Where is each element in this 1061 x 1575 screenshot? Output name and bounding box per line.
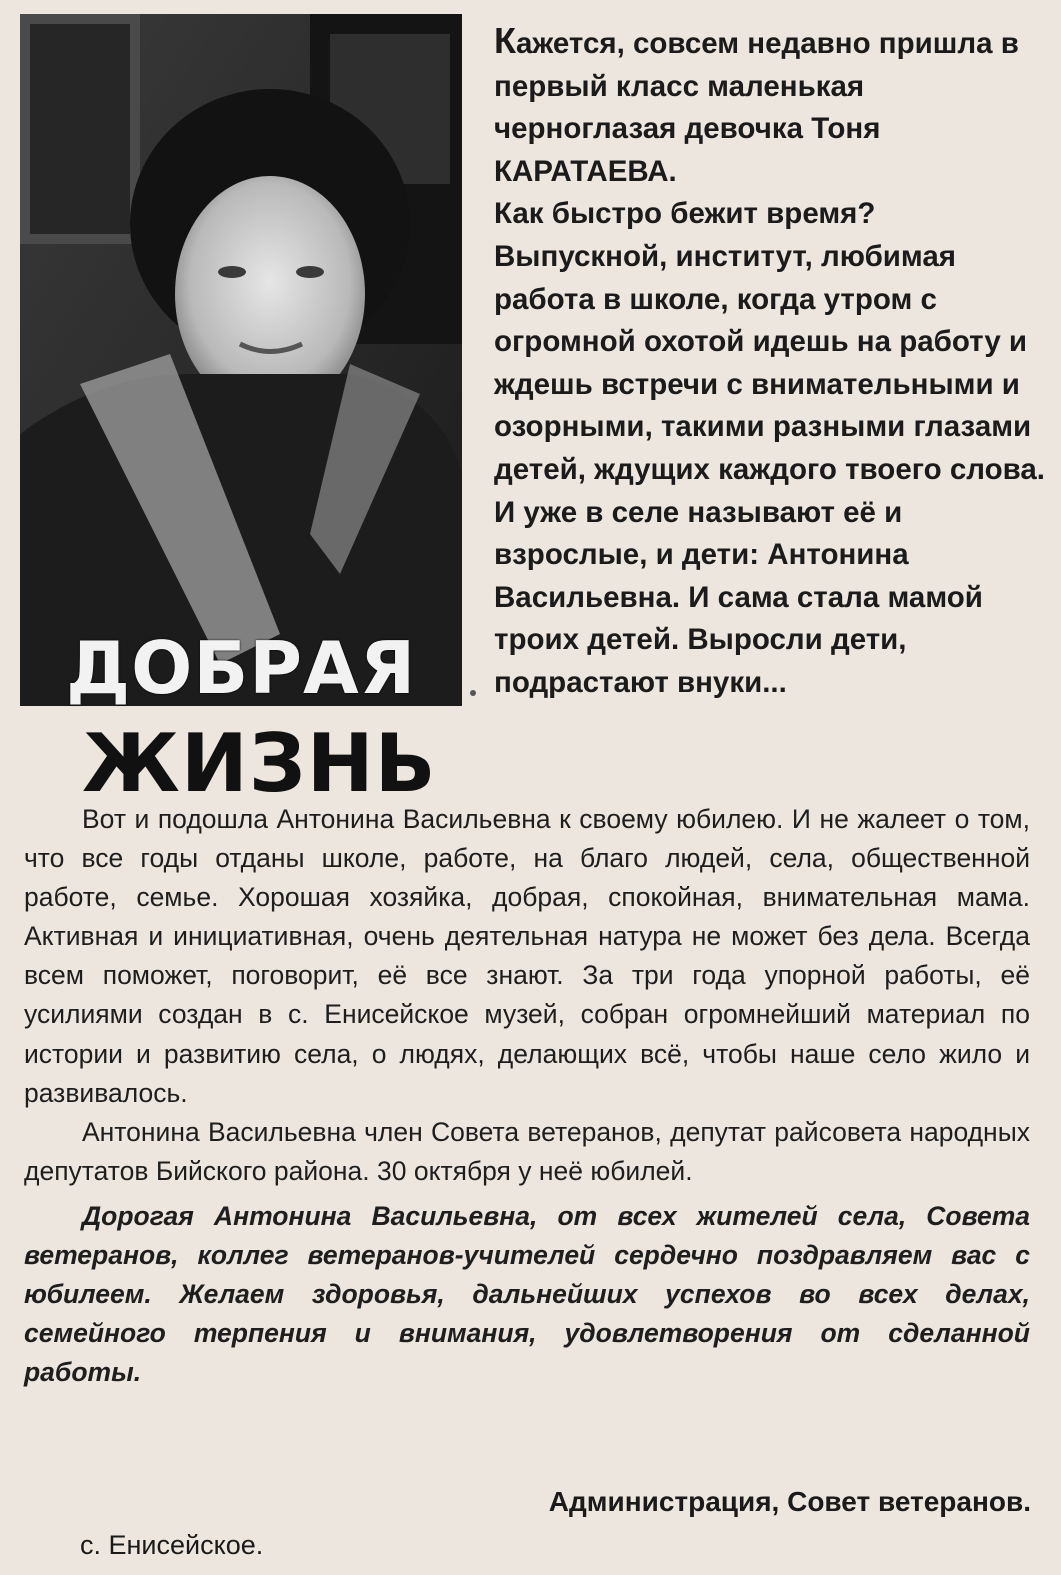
body-paragraph-2: Антонина Васильевна член Совета ветеранов, депутат райсовета народных депутатов Бийского района. 30 октября у неё юбилей. [24,1116,1030,1186]
greeting-paragraph: Дорогая Антонина Васильевна, от всех жителей села, Совета ветеранов, коллег ветеранов-учителей сердечно поздравляем вас с юбилеем. Желаем здоровья, дальнейших успехов во всех делах, семейного терпения и внимания, удовлетворения от сделанной работы. [24,1200,1030,1388]
lead-paragraph-2: Как быстро бежит время? Выпускной, институт, любимая работа в школе, когда утром с огромной охотой идешь на работу и ждешь встречи с внимательными и озорными, такими разными глазами детей, ждущих каждого твоего слова. [494,197,1045,486]
portrait-photo [20,14,462,710]
place-name: с. Енисейское. [80,1530,264,1560]
lead-paragraph-1: Кажется, совсем недавно пришла в первый класс маленькая черноглазая девочка Тоня КАРАТАЕВА. [494,20,1019,188]
headline-line-1: ДОБРАЯ [66,626,417,710]
drop-cap: К [494,20,516,61]
article-body [24,800,1030,1392]
headline-line-2: ЖИЗНЬ [82,717,437,810]
body-paragraph-1: Вот и подошла Антонина Васильевна к своему юбилею. И не жалеет о том, что все годы отданы школе, работе, на благо людей, села, общественной работе, семье. Хорошая хозяйка, добрая, спокойная, внимательная мама. Активная и инициативная, очень деятельная натура не может без дела. Всегда всем поможет, поговорит, её все знают. За три года упорной работы, её усилиями создан в с. Енисейское музей, собран огромнейший материал по истории и развитию села, о людях, делающих всё, чтобы наше село жило и развивалось. [24,804,1030,1108]
lead-paragraph [494,20,1046,705]
lead-paragraph-3: И уже в селе называют её и взрослые, и дети: Антонина Васильевна. И сама стала мамой троих детей. Выросли дети, подрастают внуки... [494,495,983,699]
print-dot [470,690,476,696]
signature: Администрация, Совет ветеранов. [548,1486,1031,1517]
portrait-illustration [20,14,462,710]
